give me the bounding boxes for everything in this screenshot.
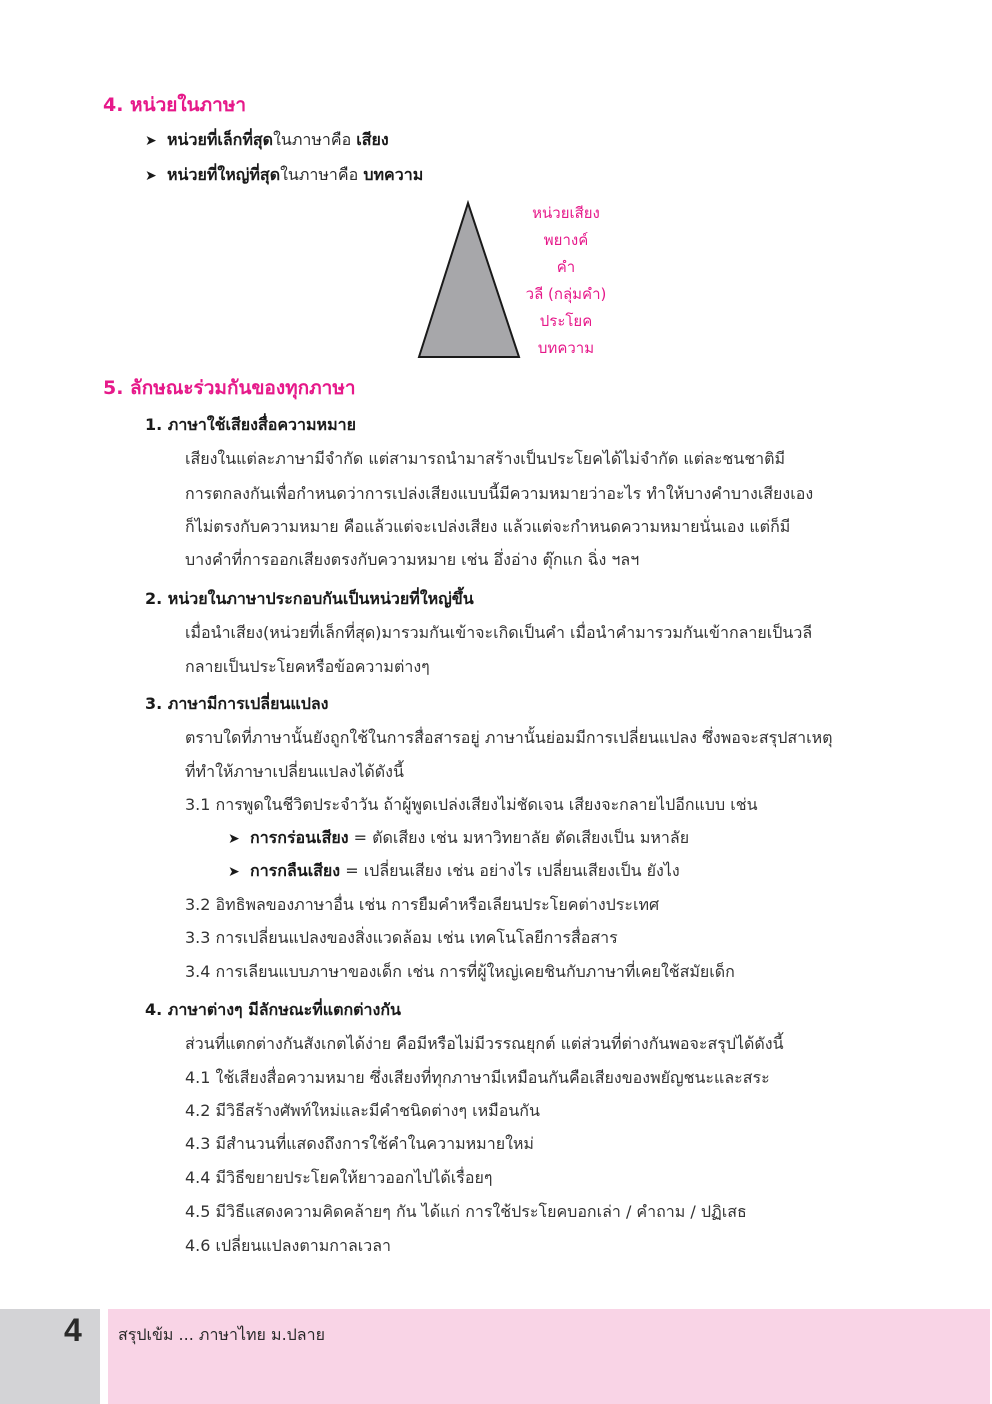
section-4-title: 4. หน่วยในภาษา — [103, 94, 247, 116]
section-5-title: 5. ลักษณะร่วมกันของทุกภาษา — [103, 377, 356, 399]
footer-page-number-block — [0, 1309, 100, 1404]
item-4-sub: 4.6 เปลี่ยนแปลงตามกาลเวลา — [185, 1236, 391, 1255]
item-3-sub: 3.1 การพูดในชีวิตประจำวัน ถ้าผู้พูดเปล่งเสียงไม่ชัดเจน เสียงจะกลายไปอีกแบบ เช่น — [185, 795, 758, 814]
bullet-bold: หน่วยที่เล็กที่สุด — [167, 130, 274, 149]
item-3-sub: 3.4 การเลียนแบบภาษาของเด็ก เช่น การที่ผู้ใหญ่เคยชินกับภาษาที่เคยใช้สมัยเด็ก — [185, 962, 735, 981]
pyramid-label: พยางค์ — [543, 231, 589, 249]
sound-reduction-bullet — [228, 826, 689, 851]
arrow-bullet-icon: ➤ — [228, 864, 240, 880]
item-3-line: ที่ทำให้ภาษาเปลี่ยนแปลงได้ดังนี้ — [185, 762, 404, 781]
item-3-sub: 3.3 การเปลี่ยนแปลงของสิ่งแวดล้อม เช่น เทคโนโลยีการสื่อสาร — [185, 928, 618, 947]
item-1-line: ก็ไม่ตรงกับความหมาย คือแล้วแต่จะเปล่งเสียง แล้วแต่จะกำหนดความหมายนั่นเอง แต่ก็มี — [185, 517, 791, 536]
bullet-largest-unit — [145, 163, 423, 188]
item-4-sub: 4.2 มีวิธีสร้างศัพท์ใหม่และมีคำชนิดต่างๆ เหมือนกัน — [185, 1101, 540, 1120]
bullet-value: เสียง — [356, 130, 389, 149]
item-1-line: บางคำที่การออกเสียงตรงกับความหมาย เช่น อึ่งอ่าง ตุ๊กแก ฉิ่ง ฯลฯ — [185, 550, 640, 569]
page-number: 4 — [64, 1312, 82, 1348]
bullet-text: = ตัดเสียง เช่น มหาวิทยาลัย ตัดเสียงเป็น มหาลัย — [348, 828, 690, 847]
bullet-bold: หน่วยที่ใหญ่ที่สุด — [167, 165, 281, 184]
pyramid-label: หน่วยเสียง — [532, 204, 600, 222]
item-2-line: เมื่อนำเสียง(หน่วยที่เล็กที่สุด)มารวมกันเข้าจะเกิดเป็นคำ เมื่อนำคำมารวมกันเข้ากลายเป็นวลี — [185, 623, 813, 642]
item-4-sub: 4.3 มีสำนวนที่แสดงถึงการใช้คำในความหมายใหม่ — [185, 1134, 534, 1153]
item-1-line: เสียงในแต่ละภาษามีจำกัด แต่สามารถนำมาสร้างเป็นประโยคได้ไม่จำกัด แต่ละชนชาติมี — [185, 449, 786, 468]
item-4-heading: 4. ภาษาต่างๆ มีลักษณะที่แตกต่างกัน — [145, 1000, 401, 1019]
item-4-sub: 4.5 มีวิธีแสดงความคิดคล้ายๆ กัน ได้แก่ การใช้ประโยคบอกเล่า / คำถาม / ปฏิเสธ — [185, 1202, 747, 1221]
pyramid-label: บทความ — [537, 339, 595, 357]
item-2-line: กลายเป็นประโยคหรือข้อความต่างๆ — [185, 657, 430, 676]
bullet-bold: การกร่อนเสียง — [250, 828, 349, 847]
bullet-text: ในภาษาคือ — [273, 130, 357, 149]
arrow-bullet-icon: ➤ — [228, 831, 240, 847]
book-title: สรุปเข้ม ... ภาษาไทย ม.ปลาย — [118, 1325, 325, 1344]
item-4-sub: 4.4 มีวิธีขยายประโยคให้ยาวออกไปได้เรื่อยๆ — [185, 1168, 493, 1187]
pyramid-labels — [506, 201, 626, 363]
bullet-value: บทความ — [363, 165, 424, 184]
item-3-sub: 3.2 อิทธิพลของภาษาอื่น เช่น การยืมคำหรือเลียนประโยคต่างประเทศ — [185, 895, 660, 914]
sound-assimilation-bullet — [228, 859, 680, 884]
item-1-line: การตกลงกันเพื่อกำหนดว่าการเปล่งเสียงแบบนี้มีความหมายว่าอะไร ทำให้บางคำบางเสียงเอง — [185, 484, 814, 503]
bullet-text: ในภาษาคือ — [280, 165, 364, 184]
item-1-heading: 1. ภาษาใช้เสียงสื่อความหมาย — [145, 415, 356, 434]
bullet-bold: การกลืนเสียง — [250, 861, 341, 880]
item-3-heading: 3. ภาษามีการเปลี่ยนแปลง — [145, 694, 329, 713]
arrow-bullet-icon: ➤ — [145, 133, 157, 149]
item-4-sub: 4.1 ใช้เสียงสื่อความหมาย ซึ่งเสียงที่ทุกภาษามีเหมือนกันคือเสียงของพยัญชนะและสระ — [185, 1068, 770, 1087]
pyramid-label: วลี (กลุ่มคำ) — [525, 285, 607, 303]
arrow-bullet-icon: ➤ — [145, 168, 157, 184]
item-4-line: ส่วนที่แตกต่างกันสังเกตได้ง่าย คือมีหรือไม่มีวรรณยุกต์ แต่ส่วนที่ต่างกันพอจะสรุปได้ดังนี้ — [185, 1034, 784, 1053]
item-3-line: ตราบใดที่ภาษานั้นยังถูกใช้ในการสื่อสารอยู่ ภาษานั้นย่อมมีการเปลี่ยนแปลง ซึ่งพอจะสรุปสาเหตุ — [185, 728, 833, 747]
bullet-text: = เปลี่ยนเสียง เช่น อย่างไร เปลี่ยนเสียงเป็น ยังไง — [340, 861, 680, 880]
item-2-heading: 2. หน่วยในภาษาประกอบกันเป็นหน่วยที่ใหญ่ขึ้น — [145, 589, 474, 608]
pyramid-label: ประโยค — [539, 312, 593, 330]
bullet-smallest-unit — [145, 128, 389, 153]
pyramid-label: คำ — [556, 258, 576, 276]
